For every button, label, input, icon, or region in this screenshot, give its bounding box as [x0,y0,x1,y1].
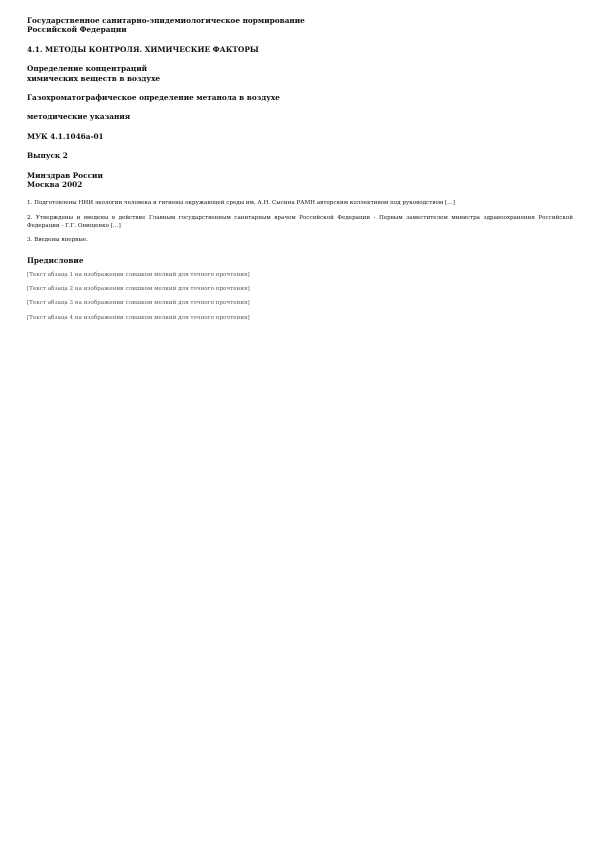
note-1: 1. Подготовлены НИИ экологии человека и гигиены окружающей среды им. А.Н. Сысина РАМН авторским коллективом под руководством […] [27,200,455,207]
subject-line-2: химических веществ в воздухе [27,73,161,83]
note-3: 3. Введены впервые. [27,236,88,243]
document-number: МУК 4.1.1046а-01 [27,131,104,141]
issue-number: Выпуск 2 [27,151,68,161]
org-line-1: Государственное санитарно-эпидемиологическое нормирование [27,16,305,25]
city-year: Москва 2002 [27,180,83,190]
org-line-2: Российской Федерации [27,25,127,35]
section-heading: 4.1. МЕТОДЫ КОНТРОЛЯ. ХИМИЧЕСКИЕ ФАКТОРЫ [27,44,259,54]
preface-paragraph-2: [Текст абзаца 2 на изображении слишком мелкий для точного прочтения] [27,286,250,293]
note-2: 2. Утверждены и введены в действие Главным государственным санитарным врачом Российской Федерации - Первым заместителем министра здравоохранения Российской Федерации - Г.Г. Онищенко […] [27,214,573,229]
preface-paragraph-3: [Текст абзаца 3 на изображении слишком мелкий для точного прочтения] [27,300,250,307]
publisher: Минздрав России [27,170,103,180]
preface-paragraph-4: [Текст абзаца 4 на изображении слишком мелкий для точного прочтения] [27,314,250,321]
preface-heading: Предисловие [27,255,84,265]
document-type: методические указания [27,112,131,122]
method-title: Газохроматографическое определение метанола в воздухе [27,93,280,103]
subject-line-1: Определение концентраций [27,64,148,74]
preface-paragraph-1: [Текст абзаца 1 на изображении слишком мелкий для точного прочтения] [27,272,250,279]
